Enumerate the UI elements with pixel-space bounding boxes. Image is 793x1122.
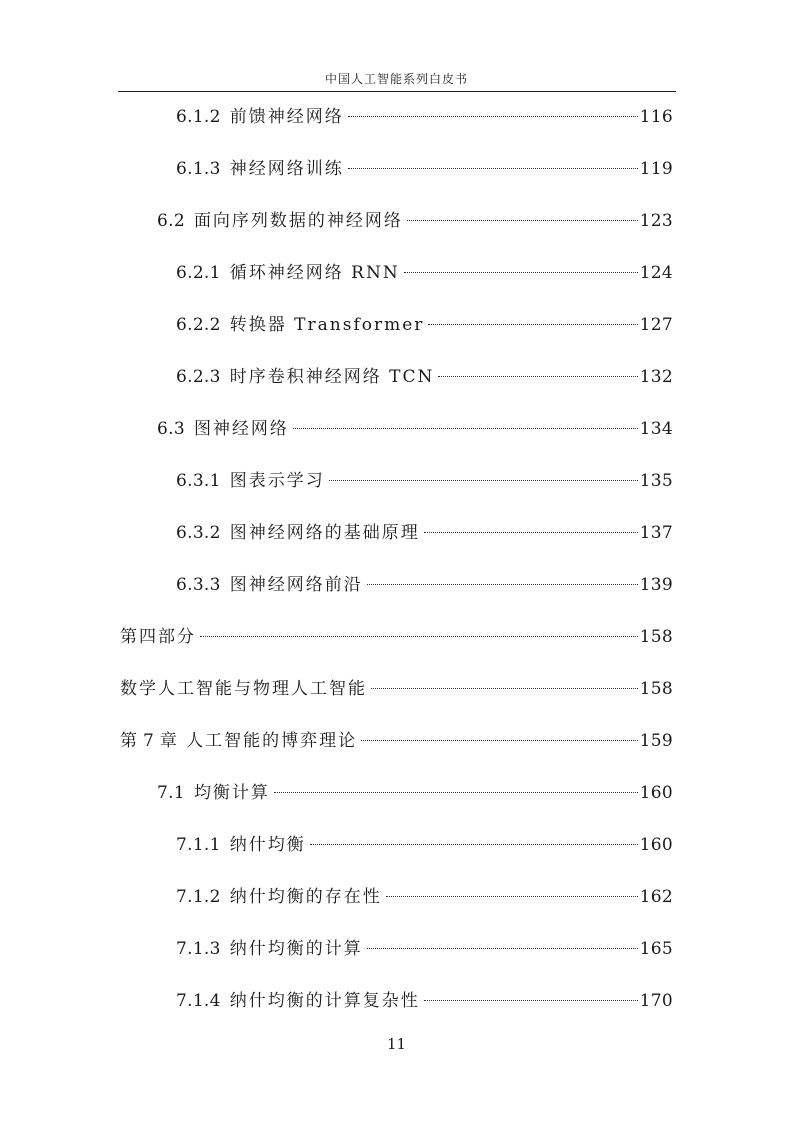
dot-leader	[424, 532, 638, 533]
toc-entry-page: 116	[639, 107, 673, 127]
toc-entry[interactable]	[176, 830, 673, 860]
toc-entry[interactable]	[176, 518, 673, 548]
toc-entry-title: 纳什均衡	[229, 835, 306, 855]
toc-entry-title: 均衡计算	[193, 783, 270, 803]
toc-entry-page: 160	[639, 835, 673, 855]
dot-leader	[293, 428, 638, 429]
toc-entry-number: 6.1.3	[176, 159, 221, 179]
toc-entry-title: 图表示学习	[229, 471, 325, 491]
dot-leader	[386, 896, 638, 897]
toc-entry[interactable]	[176, 362, 673, 392]
toc-entry-title: 图神经网络的基础原理	[229, 523, 420, 543]
dot-leader	[371, 688, 638, 689]
dot-leader	[361, 740, 638, 741]
toc-entry[interactable]	[120, 622, 673, 652]
page-header-title: 中国人工智能系列白皮书	[324, 72, 468, 86]
dot-leader	[274, 792, 638, 793]
toc-entry-page: 132	[639, 367, 673, 387]
toc-entry-number: 7.1.4	[176, 991, 221, 1011]
dot-leader	[348, 116, 638, 117]
toc-entry-number: 6.3.3	[176, 575, 221, 595]
toc-entry-page: 134	[639, 419, 673, 439]
toc-entry[interactable]	[176, 986, 673, 1016]
toc-entry-title: 图神经网络	[193, 419, 289, 439]
toc-entry-number: 6.2.3	[176, 367, 221, 387]
toc-entry-number: 6.3.2	[176, 523, 221, 543]
dot-leader	[407, 220, 638, 221]
dot-leader	[428, 324, 637, 325]
toc-entry-page: 165	[639, 939, 673, 959]
toc-entry-title: 面向序列数据的神经网络	[193, 211, 403, 231]
toc-entry-title: 数学人工智能与物理人工智能	[120, 679, 367, 699]
dot-leader	[404, 272, 638, 273]
toc-entry-number: 7.1.1	[176, 835, 221, 855]
toc-entry[interactable]	[176, 466, 673, 496]
header-divider	[118, 91, 676, 92]
toc-entry[interactable]	[176, 102, 673, 132]
toc-entry-number: 6.3	[157, 419, 185, 439]
toc-entry-page: 124	[639, 263, 673, 283]
toc-entry-number: 6.3.1	[176, 471, 221, 491]
toc-entry-page: 127	[639, 315, 673, 335]
dot-leader	[348, 168, 638, 169]
toc-entry-title: 人工智能的博弈理论	[186, 731, 358, 751]
toc-entry-number: 6.2.1	[176, 263, 221, 283]
toc-entry[interactable]	[176, 310, 673, 340]
toc-entry-title: 纳什均衡的存在性	[229, 887, 382, 907]
page-number: 11	[386, 1035, 407, 1053]
toc-entry-page: 160	[639, 783, 673, 803]
dot-leader	[438, 376, 637, 377]
toc-entry[interactable]	[176, 882, 673, 912]
dot-leader	[329, 480, 638, 481]
toc-entry-number: 6.2.2	[176, 315, 221, 335]
toc-entry[interactable]	[157, 414, 673, 444]
toc-entry-title: 图神经网络前沿	[229, 575, 363, 595]
toc-entry-page: 119	[639, 159, 673, 179]
toc-entry-number: 第 7 章	[120, 731, 178, 751]
toc-entry-title: 前馈神经网络	[229, 107, 344, 127]
toc-entry[interactable]	[157, 206, 673, 236]
toc-entry-number: 7.1.2	[176, 887, 221, 907]
toc-entry-number: 6.2	[157, 211, 185, 231]
toc-entry[interactable]	[176, 154, 673, 184]
toc-entry-page: 158	[639, 627, 673, 647]
toc-entry-page: 159	[639, 731, 673, 751]
toc-entry-number: 7.1	[157, 783, 185, 803]
toc-entry[interactable]	[176, 258, 673, 288]
toc-entry[interactable]	[176, 934, 673, 964]
toc-entry-title: 时序卷积神经网络 TCN	[229, 367, 435, 387]
dot-leader	[200, 636, 638, 637]
toc-entry-title: 转换器 Transformer	[229, 315, 425, 335]
toc-entry-page: 158	[639, 679, 673, 699]
dot-leader	[367, 584, 638, 585]
toc-entry-page: 137	[639, 523, 673, 543]
toc-entry-title: 神经网络训练	[229, 159, 344, 179]
toc-entry-page: 162	[639, 887, 673, 907]
toc-entry-title: 纳什均衡的计算复杂性	[229, 991, 420, 1011]
toc-entry-title: 第四部分	[120, 627, 196, 647]
toc-entry-page: 170	[639, 991, 673, 1011]
toc-entry-number: 6.1.2	[176, 107, 221, 127]
dot-leader	[310, 844, 638, 845]
toc-entry[interactable]	[176, 570, 673, 600]
toc-entry-number: 7.1.3	[176, 939, 221, 959]
dot-leader	[424, 1000, 638, 1001]
toc-entry-title: 循环神经网络 RNN	[229, 263, 400, 283]
toc-entry-page: 135	[639, 471, 673, 491]
toc-entry-page: 123	[639, 211, 673, 231]
toc-entry[interactable]	[120, 674, 673, 704]
toc-entry-title: 纳什均衡的计算	[229, 939, 363, 959]
dot-leader	[367, 948, 638, 949]
toc-entry-page: 139	[639, 575, 673, 595]
toc-entry[interactable]	[120, 726, 673, 756]
toc-entry[interactable]	[157, 778, 673, 808]
